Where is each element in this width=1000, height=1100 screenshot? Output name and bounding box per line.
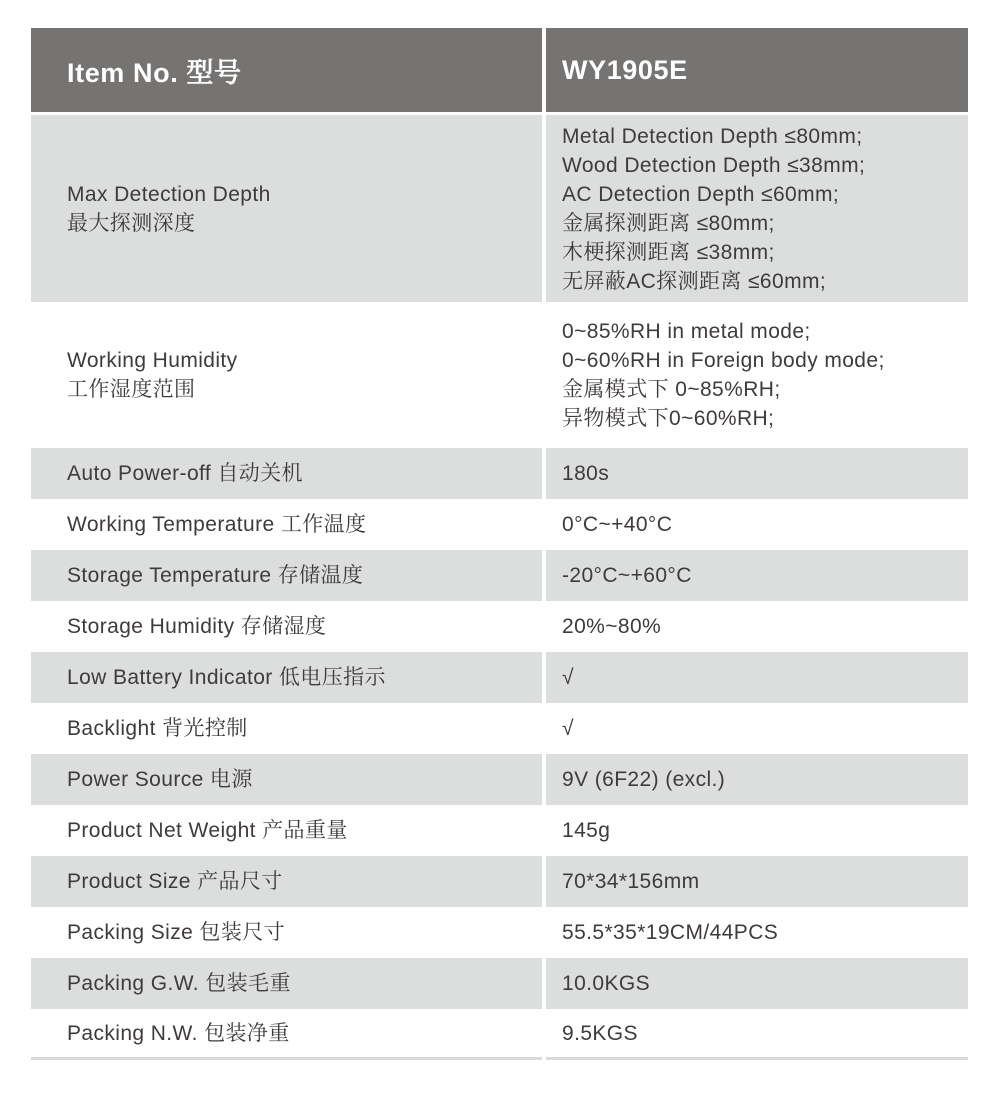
spec-label-line: Working Humidity <box>67 349 238 372</box>
spec-row <box>31 499 968 550</box>
spec-rows <box>31 115 968 1060</box>
spec-value-line: 无屏蔽AC探测距离 ≤60mm; <box>562 269 827 293</box>
spec-value-line: 0°C~+40°C <box>562 513 673 536</box>
spec-value-line: 145g <box>562 819 611 842</box>
spec-value-cell <box>546 302 968 448</box>
spec-value-line: √ <box>562 666 574 689</box>
header-item-no-cell <box>31 28 542 112</box>
spec-value-cell <box>546 1009 968 1060</box>
spec-value-line: 0~85%RH in metal mode; <box>562 320 811 343</box>
spec-table <box>31 28 968 1060</box>
spec-value-cell <box>546 805 968 856</box>
spec-value-line: Metal Detection Depth ≤80mm; <box>562 124 863 148</box>
spec-value-line: Wood Detection Depth ≤38mm; <box>562 153 866 177</box>
spec-label-line: Auto Power-off 自动关机 <box>67 462 303 485</box>
spec-label-cell <box>31 856 542 907</box>
spec-value-line: 9V (6F22) (excl.) <box>562 768 726 791</box>
spec-value-line: 180s <box>562 462 610 485</box>
spec-value-line: -20°C~+60°C <box>562 564 692 587</box>
spec-row <box>31 550 968 601</box>
spec-label-line: Power Source 电源 <box>67 768 253 791</box>
spec-value-cell <box>546 856 968 907</box>
spec-row <box>31 448 968 499</box>
spec-label-line: Product Size 产品尺寸 <box>67 870 283 893</box>
spec-label-cell <box>31 550 542 601</box>
spec-label-line: Storage Temperature 存储温度 <box>67 564 364 587</box>
spec-value-cell <box>546 601 968 652</box>
spec-label-cell <box>31 754 542 805</box>
spec-label-line: Storage Humidity 存储湿度 <box>67 615 327 638</box>
spec-label-cell <box>31 601 542 652</box>
spec-value-cell <box>546 499 968 550</box>
spec-row <box>31 907 968 958</box>
spec-value-cell <box>546 652 968 703</box>
spec-value-cell <box>546 115 968 302</box>
spec-value-cell <box>546 448 968 499</box>
spec-value-line: 10.0KGS <box>562 972 651 995</box>
spec-value-line: 70*34*156mm <box>562 870 700 893</box>
spec-label-cell <box>31 703 542 754</box>
spec-label-line: Packing N.W. 包装净重 <box>67 1021 290 1045</box>
spec-label-cell <box>31 907 542 958</box>
header-item-no-label: Item No. 型号 <box>67 57 242 88</box>
spec-value-line: AC Detection Depth ≤60mm; <box>562 182 840 206</box>
spec-value-line: 0~60%RH in Foreign body mode; <box>562 349 885 372</box>
spec-label-line: Backlight 背光控制 <box>67 717 248 740</box>
spec-value-line: 9.5KGS <box>562 1021 638 1045</box>
spec-row <box>31 856 968 907</box>
spec-value-line: 金属探测距离 ≤80mm; <box>562 211 775 235</box>
spec-value-line: 55.5*35*19CM/44PCS <box>562 921 779 944</box>
header-model-value: WY1905E <box>562 54 688 85</box>
spec-value-line: 木梗探测距离 ≤38mm; <box>562 240 775 264</box>
spec-row <box>31 703 968 754</box>
header-model-cell <box>546 28 968 112</box>
spec-label-cell <box>31 958 542 1009</box>
spec-value-line: 20%~80% <box>562 615 662 638</box>
spec-value-cell <box>546 907 968 958</box>
spec-row <box>31 115 968 302</box>
spec-value-line: 金属模式下 0~85%RH; <box>562 378 781 401</box>
spec-label-cell <box>31 302 542 448</box>
spec-value-cell <box>546 550 968 601</box>
spec-row <box>31 652 968 703</box>
spec-label-cell <box>31 448 542 499</box>
spec-row <box>31 601 968 652</box>
spec-label-line: Packing Size 包装尺寸 <box>67 921 286 944</box>
spec-label-line: Low Battery Indicator 低电压指示 <box>67 666 386 689</box>
spec-label-line: Max Detection Depth <box>67 182 271 206</box>
spec-label-cell <box>31 499 542 550</box>
spec-value-cell <box>546 754 968 805</box>
spec-label-cell <box>31 652 542 703</box>
spec-value-line: √ <box>562 717 574 740</box>
spec-value-cell <box>546 958 968 1009</box>
spec-row <box>31 958 968 1009</box>
spec-label-cell <box>31 1009 542 1060</box>
spec-label-cell <box>31 115 542 302</box>
header-row <box>31 28 968 112</box>
spec-label-line: Product Net Weight 产品重量 <box>67 819 348 842</box>
spec-label-line: 工作湿度范围 <box>67 378 196 401</box>
spec-row <box>31 805 968 856</box>
spec-value-line: 异物模式下0~60%RH; <box>562 407 775 430</box>
spec-row <box>31 302 968 448</box>
spec-row <box>31 1009 968 1060</box>
spec-label-line: 最大探测深度 <box>67 211 196 235</box>
spec-label-line: Packing G.W. 包装毛重 <box>67 972 291 995</box>
spec-label-cell <box>31 805 542 856</box>
spec-label-line: Working Temperature 工作温度 <box>67 513 367 536</box>
spec-row <box>31 754 968 805</box>
spec-value-cell <box>546 703 968 754</box>
